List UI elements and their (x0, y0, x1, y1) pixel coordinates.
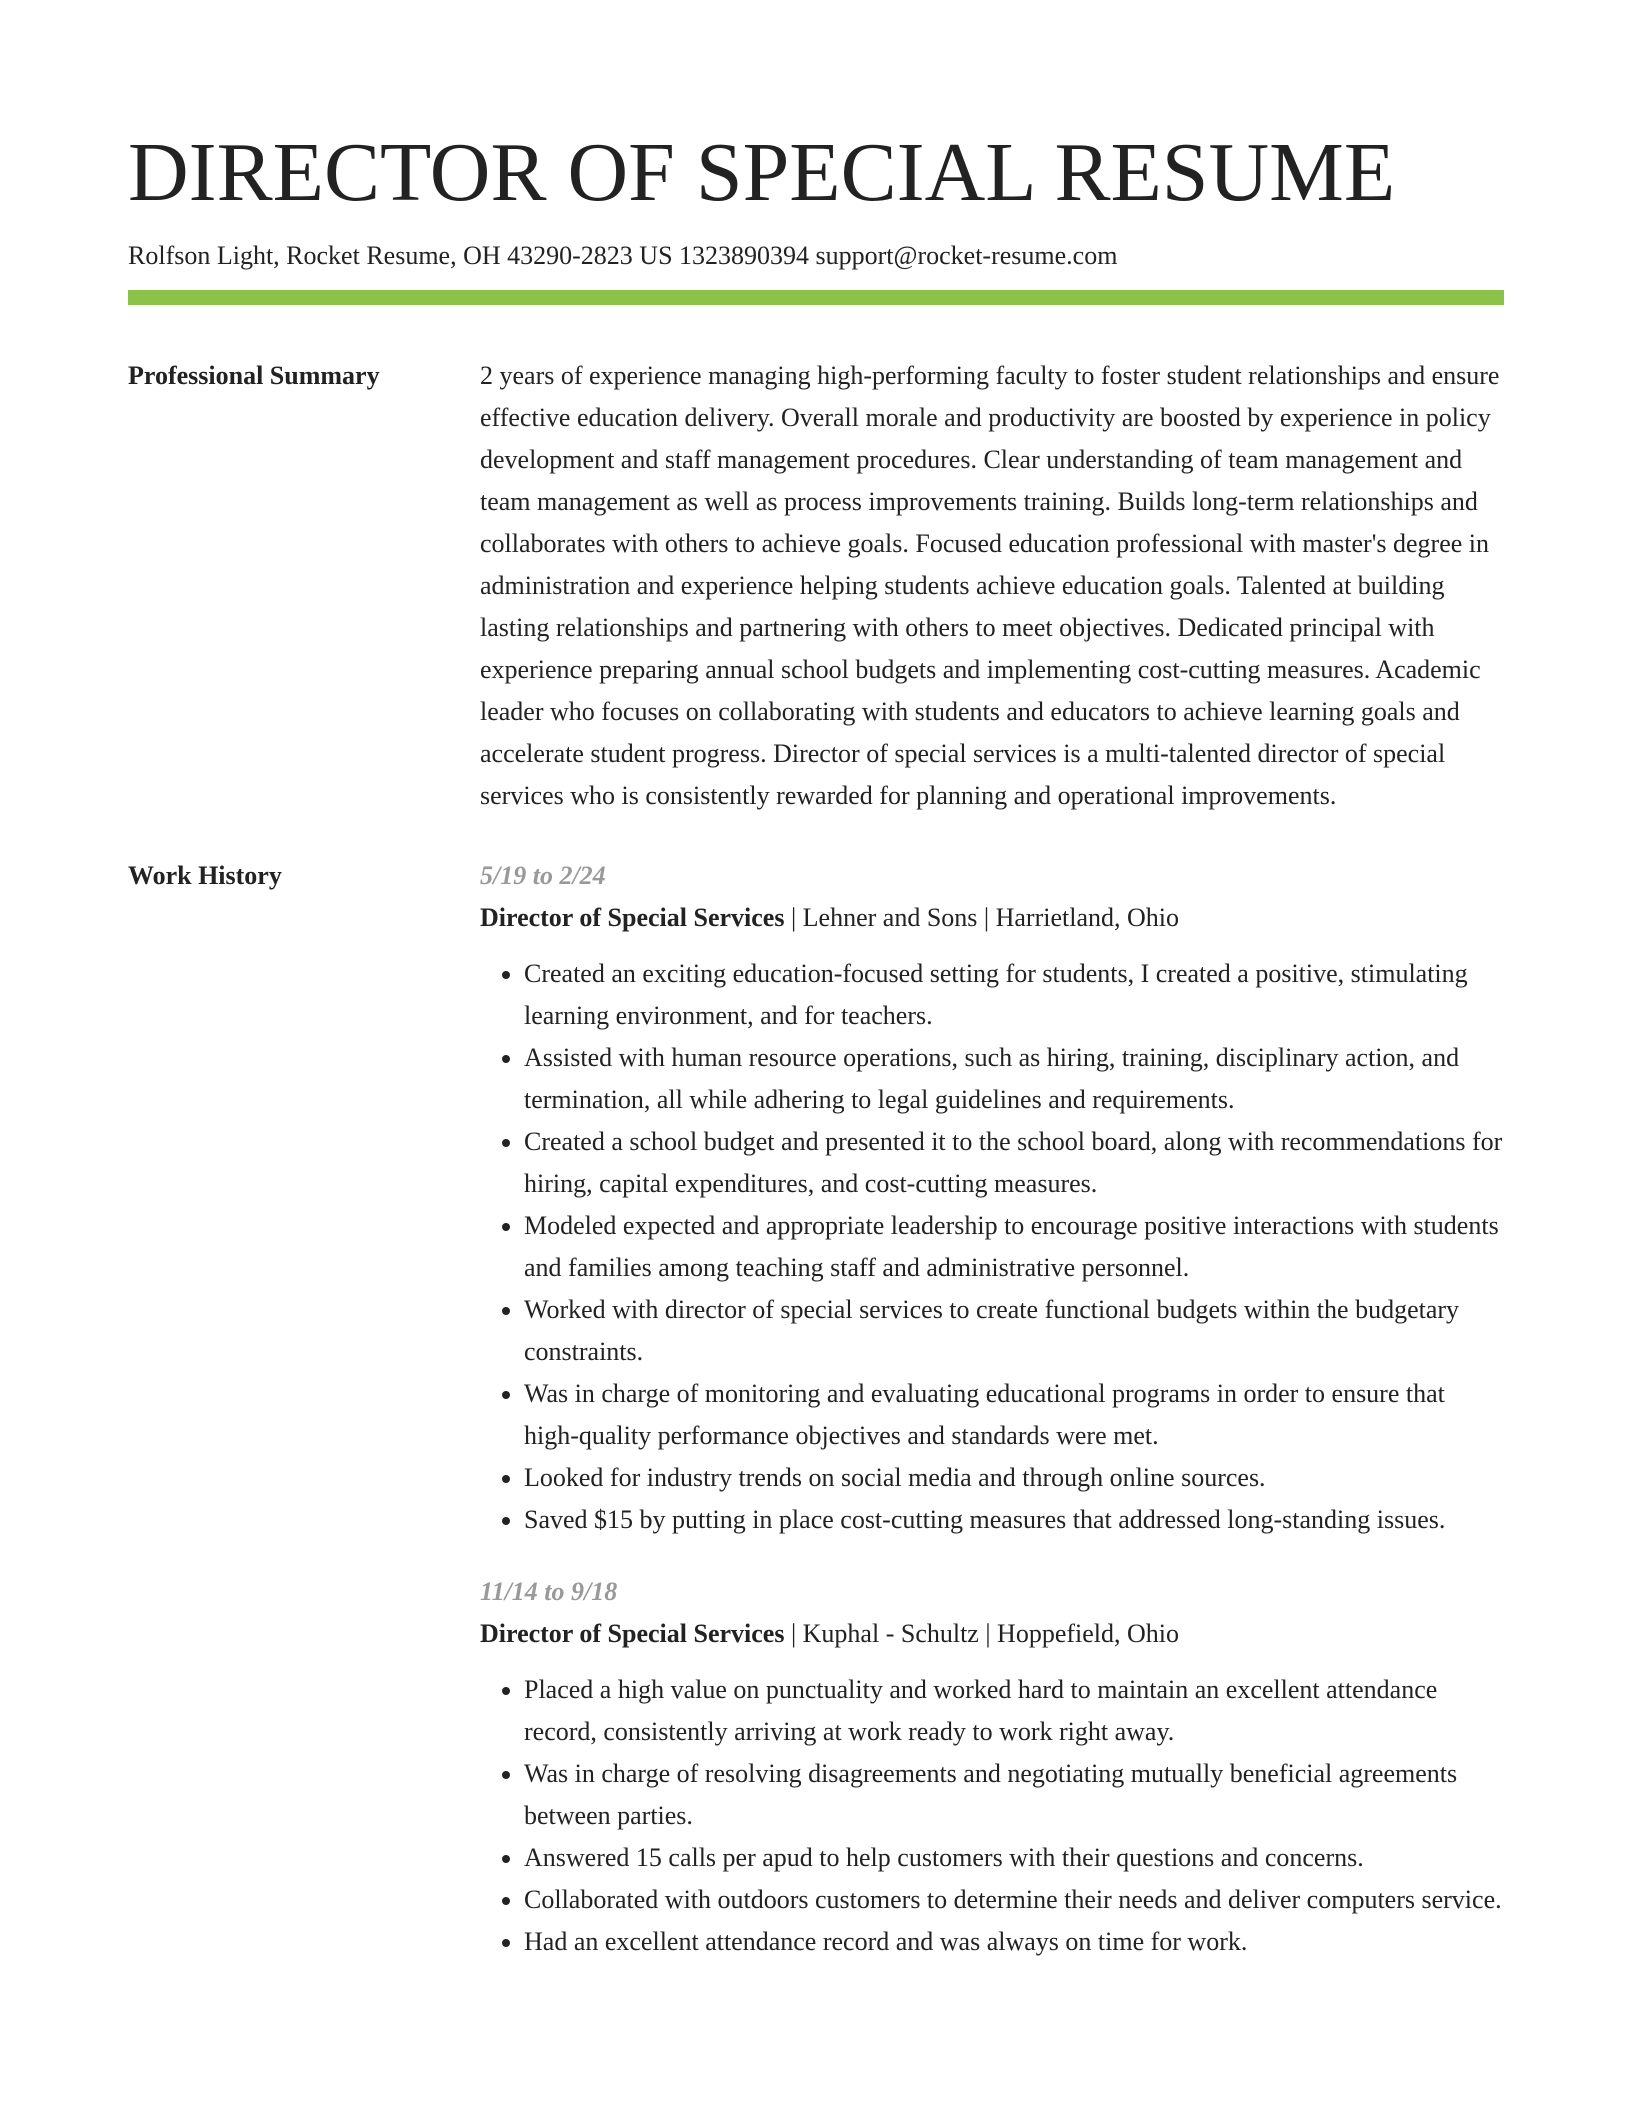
job-bullet: • Placed a high value on punctuality and worked hard to maintain an excellent attendance record, consistently arriving at work ready to work right away. (524, 1669, 1504, 1753)
job-bullet: • Assisted with human resource operations, such as hiring, training, disciplinary action, and termination, all while adhering to legal guidelines and requirements. (524, 1037, 1504, 1121)
accent-divider (128, 290, 1504, 305)
job-dates: 5/19 to 2/24 (480, 861, 606, 890)
job-bullet: • Worked with director of special services to create functional budgets within the budgetary constraints. (524, 1289, 1504, 1373)
job-title: Director of Special Services (480, 1619, 785, 1648)
job-bullet: • Created a school budget and presented it to the school board, along with recommendations for hiring, capital expenditures, and cost-cutting measures. (524, 1121, 1504, 1205)
section-heading-work-history: Work History (128, 861, 282, 890)
job-bullet: • Looked for industry trends on social media and through online sources. (524, 1457, 1504, 1499)
resume-page (128, 0, 1504, 1963)
job-bullet: • Created an exciting education-focused setting for students, I created a positive, stimulating learning environment, and for teachers. (524, 953, 1504, 1037)
job-title-line (480, 1613, 1504, 1655)
job-bullet: • Was in charge of monitoring and evaluating educational programs in order to ensure that high-quality performance objectives and standards were met. (524, 1373, 1504, 1457)
contact-line: Rolfson Light, Rocket Resume, OH 43290-2823 US 1323890394 support@rocket-resume.com (128, 241, 1118, 270)
job-bullet: • Modeled expected and appropriate leadership to encourage positive interactions with students and families among teaching staff and administrative personnel. (524, 1205, 1504, 1289)
summary-text: 2 years of experience managing high-performing faculty to foster student relationships and ensure effective education delivery. Overall morale and productivity are boosted by experience in policy development and staff management procedures. Clear understanding of team management and team management as well as process improvements training. Builds long-term relationships and collaborates with others to achieve goals. Focused education professional with master's degree in administration and experience helping students achieve education goals. Talented at building lasting relationships and partnering with others to meet objectives. Dedicated principal with experience preparing annual school budgets and implementing cost-cutting measures. Academic leader who focuses on collaborating with students and educators to achieve learning goals and accelerate student progress. Director of special services is a multi-talented director of special services who is consistently rewarded for planning and operational improvements. (480, 361, 1500, 810)
resume-title: DIRECTOR OF SPECIAL RESUME (128, 126, 1396, 219)
summary-body (480, 355, 1504, 817)
job-employer-location: | Lehner and Sons | Harrietland, Ohio (784, 903, 1179, 932)
job-entry (480, 1571, 1504, 1963)
job-title-line (480, 897, 1504, 939)
job-entry (480, 855, 1504, 1541)
job-dates: 11/14 to 9/18 (480, 1577, 618, 1606)
job-bullet: • Was in charge of resolving disagreements and negotiating mutually beneficial agreements between parties. (524, 1753, 1504, 1837)
job-bullet: • Collaborated with outdoors customers to determine their needs and deliver computers service. (524, 1879, 1504, 1921)
job-bullet: • Saved $15 by putting in place cost-cutting measures that addressed long-standing issues. (524, 1499, 1504, 1541)
job-employer-location: | Kuphal - Schultz | Hoppefield, Ohio (784, 1619, 1180, 1648)
section-heading-summary: Professional Summary (128, 361, 380, 390)
work-history-section (128, 855, 1504, 1963)
professional-summary-section (128, 355, 1504, 817)
job-title: Director of Special Services (480, 903, 785, 932)
job-bullet-list (480, 953, 1504, 1541)
work-history-body (480, 855, 1504, 1963)
job-bullet: • Had an excellent attendance record and was always on time for work. (524, 1921, 1504, 1963)
job-bullet-list (480, 1669, 1504, 1963)
job-bullet: • Answered 15 calls per apud to help customers with their questions and concerns. (524, 1837, 1504, 1879)
